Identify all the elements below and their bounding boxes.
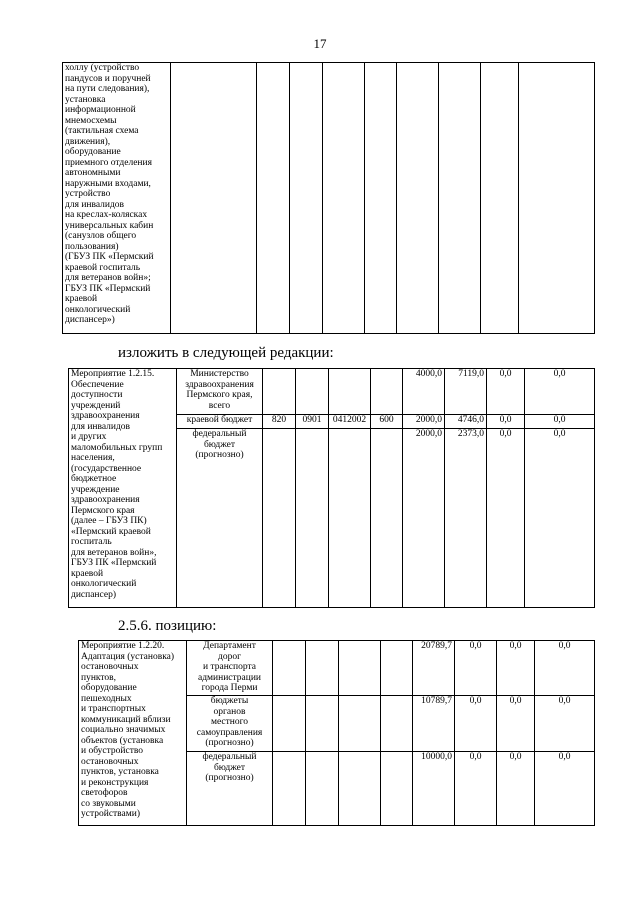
section-heading: 2.5.6. позицию: <box>118 618 217 634</box>
rzpr-cell: 0901 <box>296 415 329 429</box>
value-cell: 0,0 <box>455 752 497 826</box>
table-measure-1-2-20 <box>78 640 595 826</box>
value-cell: 0,0 <box>535 752 595 826</box>
measure-cell: Мероприятие 1.2.20. Адаптация (установка) остановочных пунктов, оборудование пешеходных и транспортных коммуникаций вблизи социально значимых объектов (установка и обустройство остановочных пунктов, установка и реконструкция светофоров со звуковыми устройствами) <box>79 641 187 826</box>
value-cell: 2000,0 <box>403 429 445 608</box>
table-row <box>63 63 595 334</box>
csr-cell: 0412002 <box>329 415 371 429</box>
grbs-cell: 820 <box>263 415 296 429</box>
source-cell: краевой бюджет <box>177 415 263 429</box>
table-row <box>69 369 595 415</box>
section-heading: изложить в следующей редакции: <box>118 345 334 361</box>
table-continuation <box>62 62 595 334</box>
value-cell: 0,0 <box>535 696 595 752</box>
value-cell: 2373,0 <box>445 429 487 608</box>
value-cell: 20789,7 <box>413 641 455 696</box>
value-cell: 0,0 <box>487 429 525 608</box>
source-cell: бюджеты органов местного самоуправления (прогнозно) <box>187 696 273 752</box>
source-cell: Министерство здравоохранения Пермского края, всего <box>177 369 263 415</box>
measure-cell: Мероприятие 1.2.15. Обеспечение доступности учреждений здравоохранения для инвалидов и других маломобильных групп населения, (государственное бюджетное учреждение здравоохранения Пермского края (далее – ГБУЗ ПК) «Пермский краевой госпиталь для ветеранов войн», ГБУЗ ПК «Пермский краевой онкологический диспансер) <box>69 369 177 608</box>
measure-description: холлу (устройство пандусов и поручней на пути следования), установка информационной мнемосхемы (тактильная схема движения), оборудование приемного отделения автономными наружными входами, устройство для инвалидов на креслах-колясках универсальных кабин (санузлов общего пользования) (ГБУЗ ПК «Пермский краевой госпиталь для ветеранов войн»; ГБУЗ ПК «Пермский краевой онкологический диспансер») <box>63 63 171 334</box>
value-cell: 0,0 <box>525 429 595 608</box>
value-cell: 0,0 <box>525 369 595 415</box>
source-cell: федеральный бюджет (прогнозно) <box>187 752 273 826</box>
value-cell: 0,0 <box>497 641 535 696</box>
value-cell: 0,0 <box>497 752 535 826</box>
table-row <box>79 641 595 696</box>
value-cell: 10789,7 <box>413 696 455 752</box>
value-cell: 4000,0 <box>403 369 445 415</box>
value-cell: 0,0 <box>487 369 525 415</box>
source-cell: федеральный бюджет (прогнозно) <box>177 429 263 608</box>
vr-cell: 600 <box>371 415 403 429</box>
value-cell: 0,0 <box>487 415 525 429</box>
value-cell: 0,0 <box>455 696 497 752</box>
value-cell: 0,0 <box>455 641 497 696</box>
value-cell: 4746,0 <box>445 415 487 429</box>
source-cell: Департамент дорог и транспорта администрации города Перми <box>187 641 273 696</box>
value-cell: 0,0 <box>525 415 595 429</box>
value-cell: 0,0 <box>497 696 535 752</box>
value-cell: 10000,0 <box>413 752 455 826</box>
value-cell: 2000,0 <box>403 415 445 429</box>
value-cell: 7119,0 <box>445 369 487 415</box>
table-measure-1-2-15 <box>68 368 595 608</box>
page-number: 17 <box>313 36 327 51</box>
value-cell: 0,0 <box>535 641 595 696</box>
